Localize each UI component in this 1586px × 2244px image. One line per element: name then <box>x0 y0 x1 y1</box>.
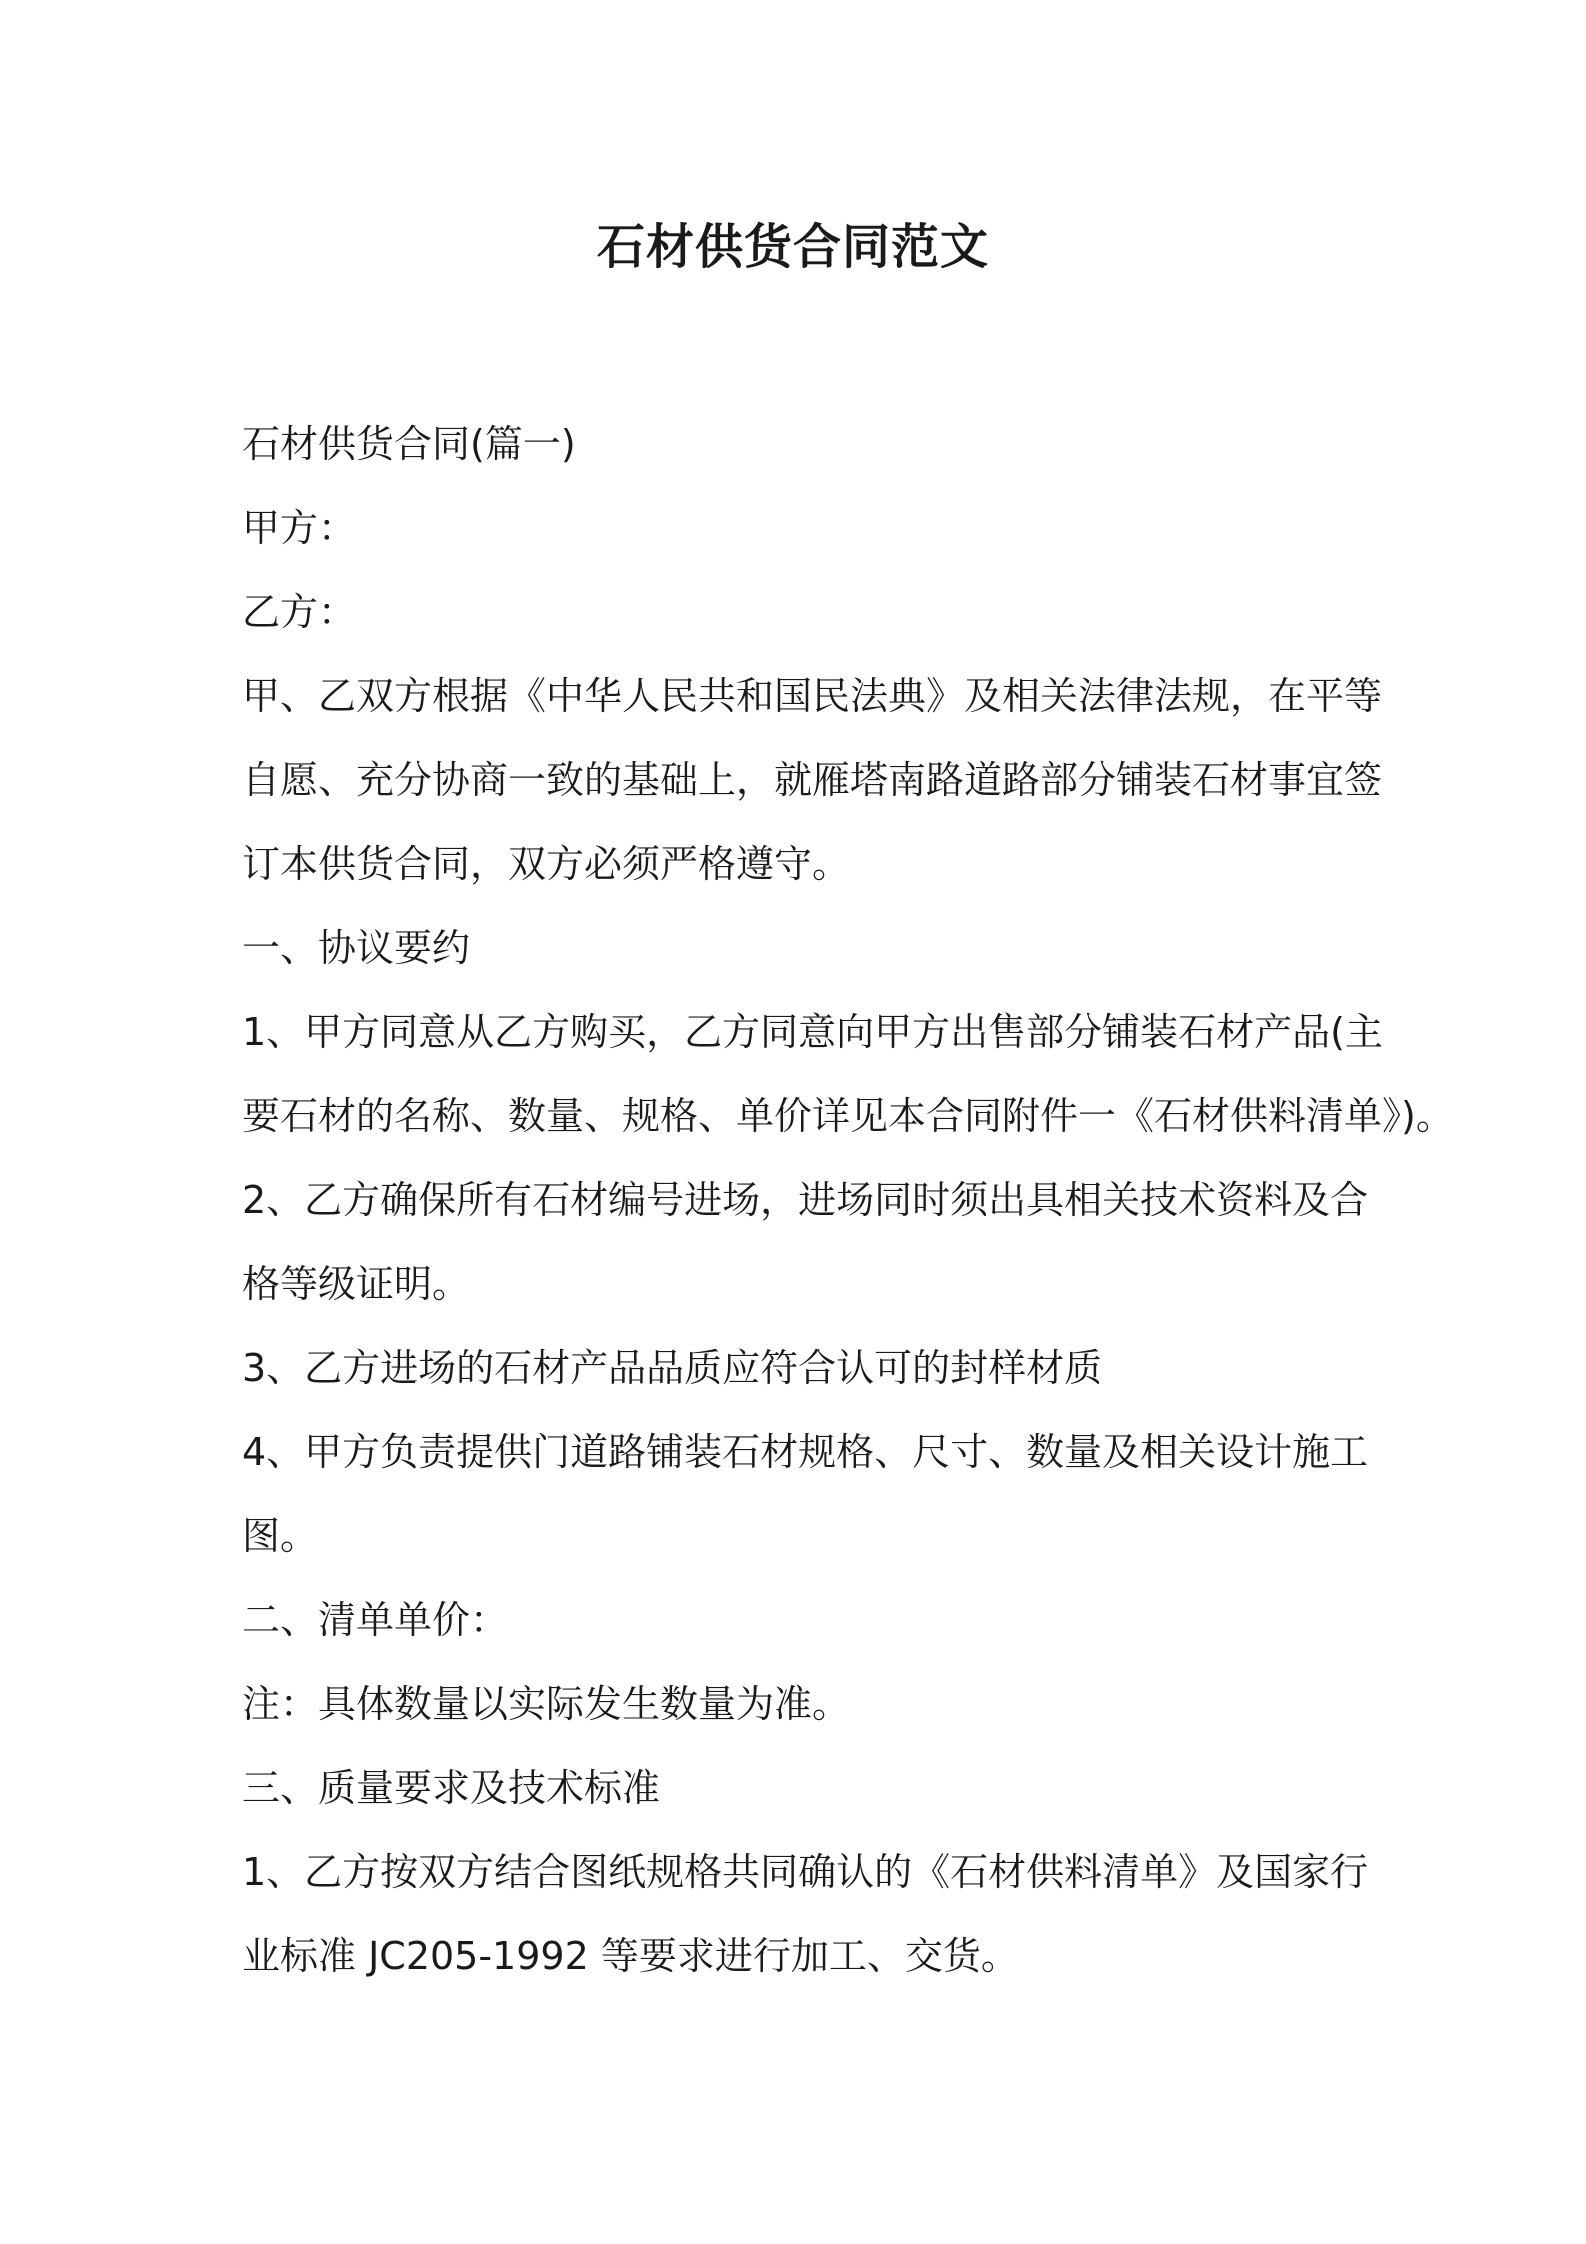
document-title: 石材供货合同范文 <box>596 219 989 275</box>
clause-1-4-line-1: 4、甲方负责提供门道路铺装石材规格、尺寸、数量及相关设计施工 <box>242 1430 1369 1474</box>
clause-1-3: 3、乙方进场的石材产品品质应符合认可的封样材质 <box>242 1346 1103 1390</box>
section-heading-1: 一、协议要约 <box>242 926 471 970</box>
clause-1-4-line-2: 图。 <box>242 1514 319 1558</box>
section-2-note: 注：具体数量以实际发生数量为准。 <box>242 1682 851 1726</box>
preamble-line-2: 自愿、充分协商一致的基础上，就雁塔南路道路部分铺装石材事宜签 <box>242 758 1383 802</box>
section-heading-3: 三、质量要求及技术标准 <box>242 1766 661 1810</box>
party-a-line: 甲方： <box>242 506 357 550</box>
section-heading-2: 二、清单单价： <box>242 1598 509 1642</box>
preamble-line-3: 订本供货合同，双方必须严格遵守。 <box>242 842 851 886</box>
party-b-line: 乙方： <box>242 590 357 634</box>
clause-1-2-line-1: 2、乙方确保所有石材编号进场，进场同时须出具相关技术资料及合 <box>242 1178 1369 1222</box>
clause-1-2-line-2: 格等级证明。 <box>242 1262 471 1306</box>
contract-subtitle: 石材供货合同(篇一) <box>242 422 576 466</box>
clause-3-1-line-1: 1、乙方按双方结合图纸规格共同确认的《石材供料清单》及国家行 <box>242 1850 1369 1894</box>
clause-1-1-line-2: 要石材的名称、数量、规格、单价详见本合同附件一《石材供料清单》)。 <box>242 1094 1454 1138</box>
document-body <box>242 402 1454 1998</box>
clause-1-1-line-1: 1、甲方同意从乙方购买，乙方同意向甲方出售部分铺装石材产品(主 <box>242 1010 1384 1054</box>
clause-3-1-line-2: 业标准 JC205-1992 等要求进行加工、交货。 <box>242 1934 1019 1978</box>
preamble-line-1: 甲、乙双方根据《中华人民共和国民法典》及相关法律法规，在平等 <box>242 674 1383 718</box>
